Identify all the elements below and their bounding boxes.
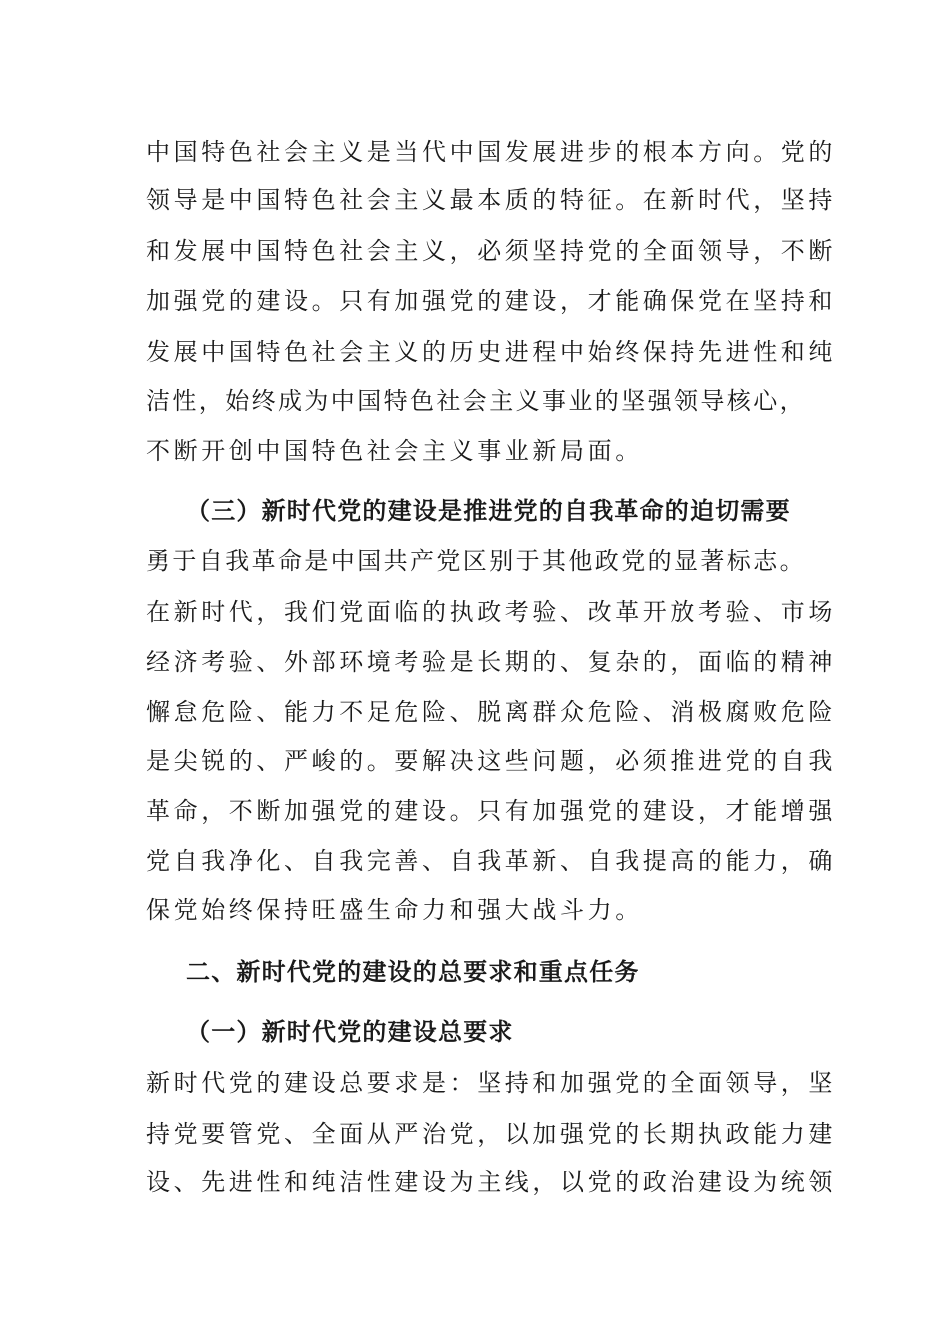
paragraph-line: 领导是中国特色社会主义最本质的特征。在新时代，坚持 bbox=[146, 186, 836, 214]
paragraph-line: 加强党的建设。只有加强党的建设，才能确保党在坚持和 bbox=[146, 287, 836, 315]
paragraph-line: 经济考验、外部环境考验是长期的、复杂的，面临的精神 bbox=[146, 648, 836, 676]
paragraph-line: 设、先进性和纯洁性建设为主线，以党的政治建设为统领 bbox=[146, 1168, 836, 1196]
paragraph-line: 懈怠危险、能力不足危险、脱离群众危险、消极腐败危险 bbox=[146, 698, 836, 726]
paragraph-line: 发展中国特色社会主义的历史进程中始终保持先进性和纯 bbox=[146, 338, 836, 366]
paragraph-line: 洁性，始终成为中国特色社会主义事业的坚强领导核心， bbox=[146, 387, 806, 415]
paragraph-line: 保党始终保持旺盛生命力和强大战斗力。 bbox=[146, 896, 643, 924]
paragraph-line: 党自我净化、自我完善、自我革新、自我提高的能力，确 bbox=[146, 847, 836, 875]
paragraph-line: 中国特色社会主义是当代中国发展进步的根本方向。党的 bbox=[146, 138, 836, 166]
subsection-heading-1: （一）新时代党的建设总要求 bbox=[186, 1017, 514, 1046]
paragraph-line: 勇于自我革命是中国共产党区别于其他政党的显著标志。 bbox=[146, 547, 806, 575]
paragraph-line: 革命，不断加强党的建设。只有加强党的建设，才能增强 bbox=[146, 797, 836, 825]
paragraph-line: 不断开创中国特色社会主义事业新局面。 bbox=[146, 437, 643, 465]
paragraph-line: 和发展中国特色社会主义，必须坚持党的全面领导，不断 bbox=[146, 237, 836, 265]
paragraph-line: 是尖锐的、严峻的。要解决这些问题，必须推进党的自我 bbox=[146, 747, 836, 775]
section-heading-2: 二、新时代党的建设的总要求和重点任务 bbox=[186, 957, 640, 986]
subsection-heading-3: （三）新时代党的建设是推进党的自我革命的迫切需要 bbox=[186, 496, 791, 525]
paragraph-line: 在新时代，我们党面临的执政考验、改革开放考验、市场 bbox=[146, 598, 836, 626]
paragraph-line: 持党要管党、全面从严治党，以加强党的长期执政能力建 bbox=[146, 1120, 836, 1148]
paragraph-line: 新时代党的建设总要求是：坚持和加强党的全面领导，坚 bbox=[146, 1069, 836, 1097]
